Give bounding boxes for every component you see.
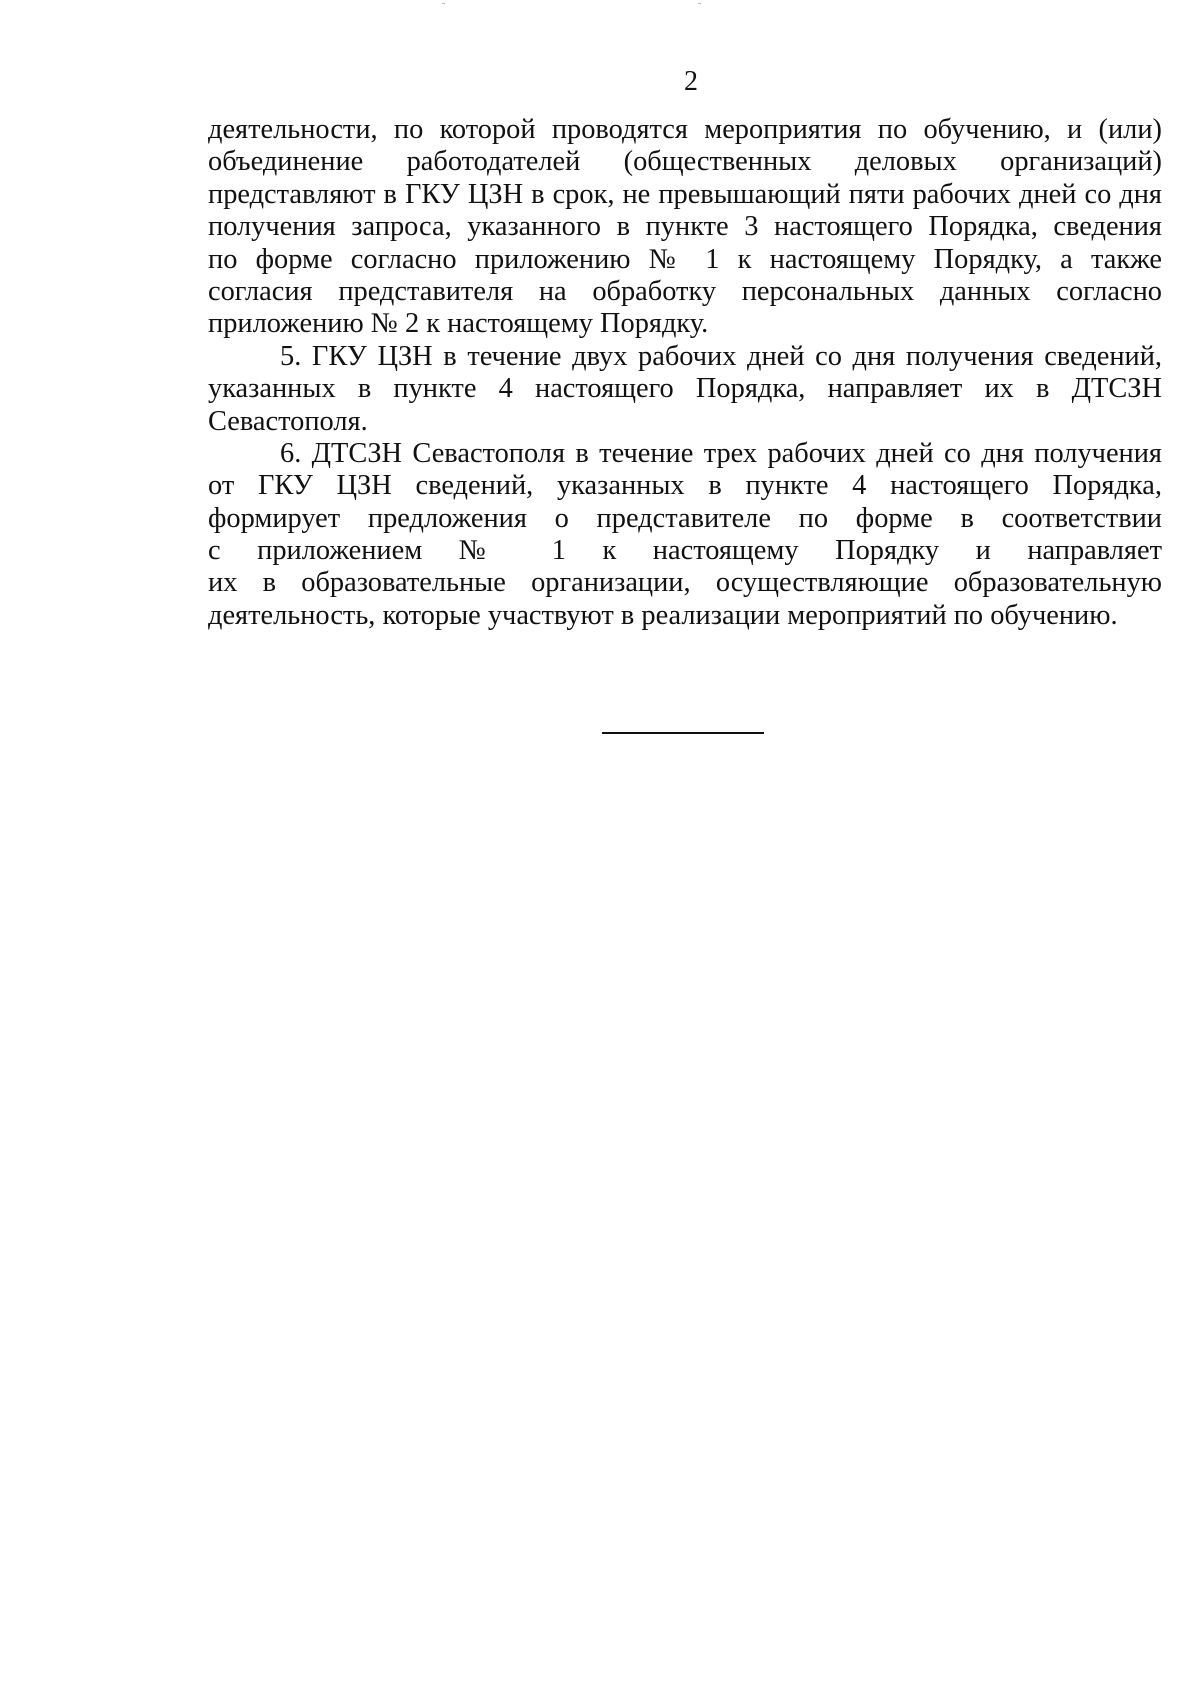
text-line: 6. ДТСЗН Севастополя в течение трех рабочих дней со дня получения (280, 437, 1162, 469)
text-line: по форме согласно приложению № 1 к настоящему Порядку, а также (208, 243, 1162, 275)
text-line: деятельность, которые участвуют в реализации мероприятий по обучению. (208, 599, 1118, 631)
end-of-document-rule (602, 732, 764, 734)
paragraph-continuation (208, 114, 1162, 341)
document-body (208, 114, 1162, 632)
paragraph-item-5 (208, 341, 1162, 438)
text-line: с приложением № 1 к настоящему Порядку и направляет (208, 535, 1162, 567)
scan-artifact (442, 3, 445, 4)
text-line: деятельности, по которой проводятся мероприятия по обучению, и (или) (208, 114, 1162, 145)
text-line: формирует предложения о представителе по форме в соответствии (208, 502, 1162, 534)
text-line: приложению № 2 к настоящему Порядку. (208, 308, 709, 340)
text-line: представляют в ГКУ ЦЗН в срок, не превышающий пяти рабочих дней со дня (208, 178, 1162, 210)
text-line: их в образовательные организации, осуществляющие образовательную (208, 567, 1162, 599)
text-line: 5. ГКУ ЦЗН в течение двух рабочих дней со дня получения сведений, (280, 340, 1162, 372)
scan-artifact (698, 3, 701, 4)
paragraph-item-6 (208, 438, 1162, 632)
text-line: от ГКУ ЦЗН сведений, указанных в пункте 4 настоящего Порядка, (208, 470, 1162, 502)
text-line: объединение работодателей (общественных деловых организаций) (208, 146, 1162, 178)
text-line: указанных в пункте 4 настоящего Порядка, направляет их в ДТСЗН (208, 373, 1162, 405)
text-line: Севастополя. (208, 405, 368, 437)
text-line: согласия представителя на обработку персональных данных согласно (208, 275, 1162, 307)
page-number: 2 (684, 66, 698, 97)
text-line: получения запроса, указанного в пункте 3 настоящего Порядка, сведения (208, 211, 1162, 243)
